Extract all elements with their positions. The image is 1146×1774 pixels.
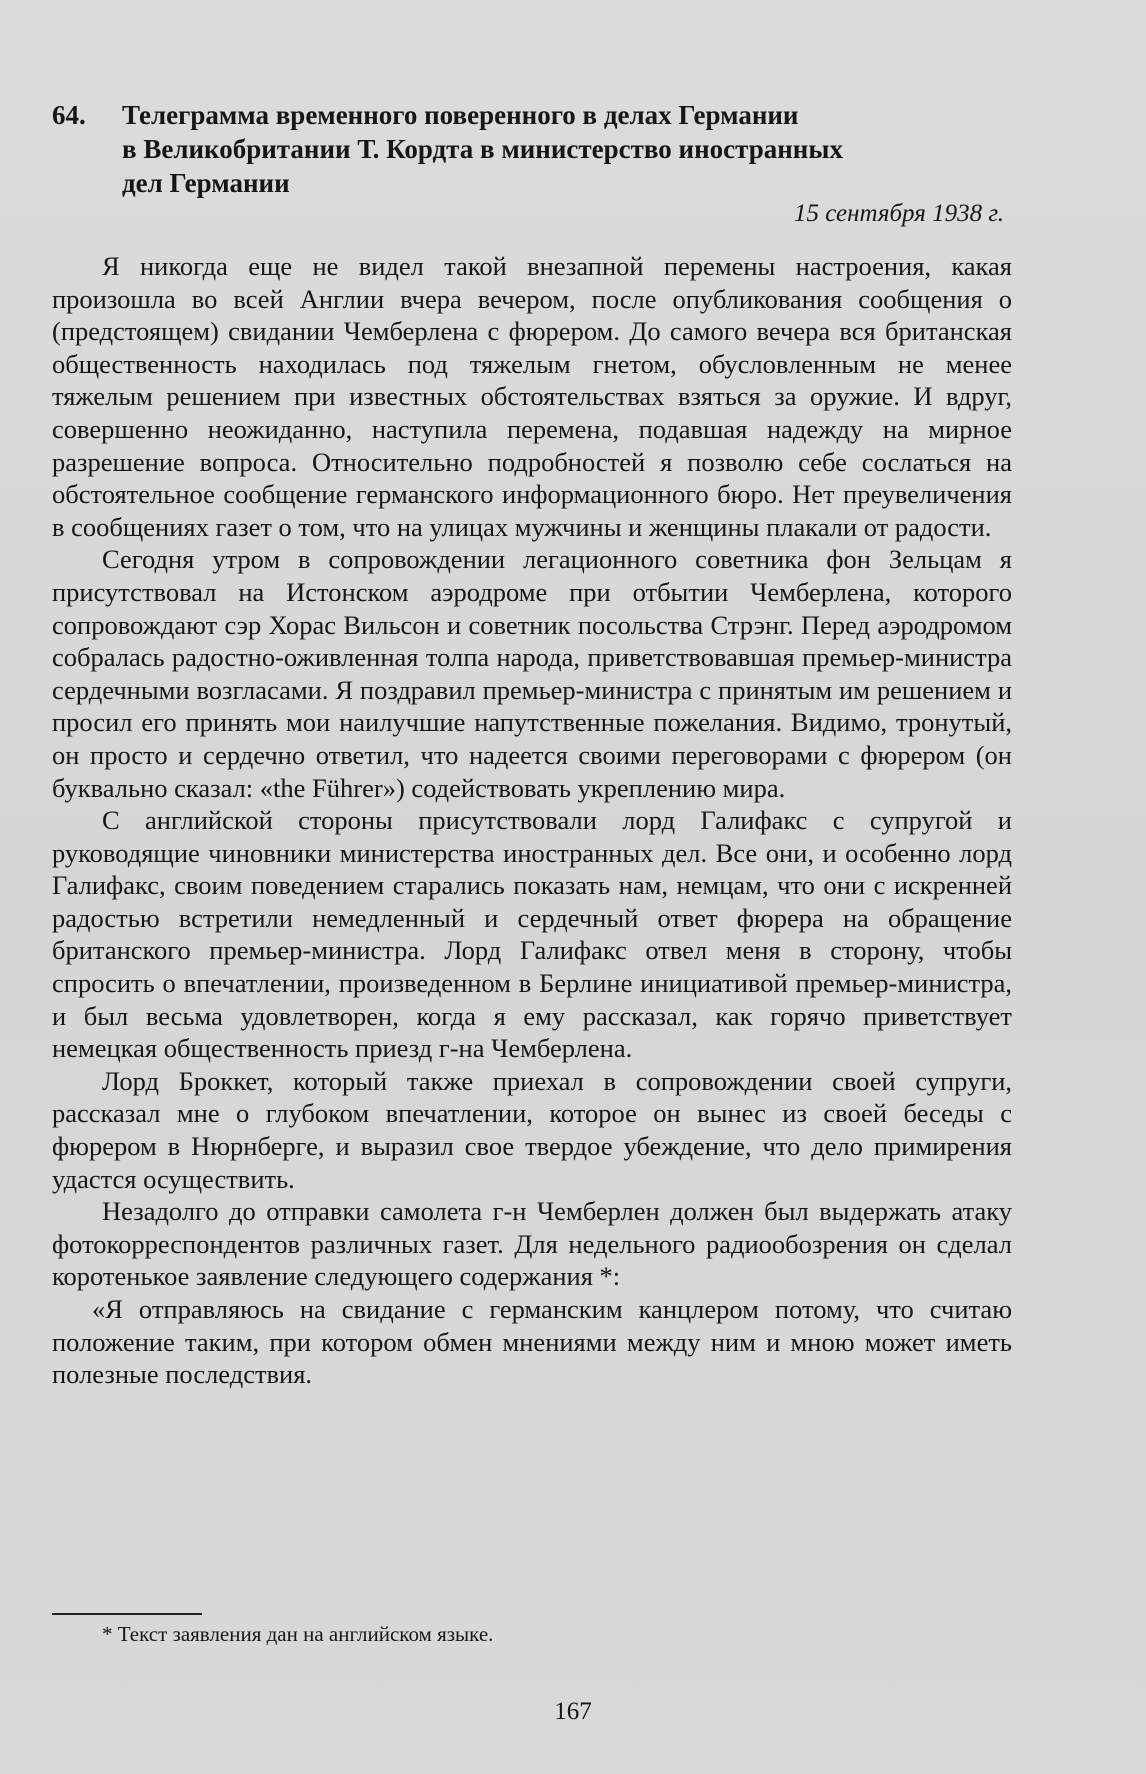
paragraph: Незадолго до отправки самолета г-н Чемберлен должен был выдержать атаку фотокорреспондентов различных газет. Для недельного радиообозрения он сделал коротенькое заявление следующего содержания *: bbox=[52, 1196, 1012, 1292]
title-line: Телеграмма временного поверенного в делах Германии bbox=[122, 100, 799, 130]
title-line: дел Германии bbox=[122, 168, 290, 198]
document-date: 15 сентября 1938 г. bbox=[793, 200, 1004, 227]
paragraph: Я никогда еще не видел такой внезапной перемены настроения, какая произошла во всей Англии вчера вечером, после опубликования сообщения о (предстоящем) свидании Чемберлена с фюрером. До самого вечера вся британская общественность находилась под тяжелым гнетом, обусловленным не менее тяжелым решением при известных обстоятельствах взяться за оружие. И вдруг, совершенно неожиданно, наступила перемена, подавшая надежду на мирное разрешение вопроса. Относительно подробностей я позволю себе сослаться на обстоятельное сообщение германского информационного бюро. Нет преувеличения в сообщениях газет о том, что на улицах мужчины и женщины плакали от радости. bbox=[52, 251, 1012, 542]
quote-paragraph: «Я отправляюсь на свидание с германским канцлером потому, что считаю положение таким, при котором обмен мнениями между ним и мною может иметь полезные последствия. bbox=[52, 1294, 1012, 1390]
heading-line-1 bbox=[52, 98, 1012, 132]
footnote-divider bbox=[52, 1613, 202, 1615]
paragraph: Лорд Броккет, который также приехал в сопровождении своей супруги, рассказал мне о глубоком впечатлении, которое он вынес из своей беседы с фюрером в Нюрнберге, и выразил свое твердое убеждение, что дело примирения удастся осуществить. bbox=[52, 1065, 1012, 1194]
paragraph: Сегодня утром в сопровождении легационного советника фон Зельцам я присутствовал на Истонском аэродроме при отбытии Чемберлена, которого сопровождают сэр Хорас Вильсон и советник посольства Стрэнг. Перед аэродромом собралась радостно-оживленная толпа народа, приветствовавшая премьер-министра сердечными возгласами. Я поздравил премьер-министра с принятым им решением и просил его принять мои наилучшие напутственные пожелания. Видимо, тронутый, он просто и сердечно ответил, что надеется своими переговорами с фюрером (он буквально сказал: «the Führer») содействовать укреплению мира. bbox=[52, 544, 1012, 803]
page-number: 167 bbox=[554, 1698, 592, 1725]
title-line: в Великобритании Т. Кордта в министерство иностранных bbox=[122, 134, 843, 164]
paragraph: С английской стороны присутствовали лорд Галифакс с супругой и руководящие чиновники министерства иностранных дел. Все они, и особенно лорд Галифакс, своим поведением старались показать нам, немцам, что они с искренней радостью встретили немедленный и сердечный ответ фюрера на обращение британского премьер-министра. Лорд Галифакс отвел меня в сторону, чтобы спросить о впечатлении, произведенном в Берлине инициативой премьер-министра, и был весьма удовлетворен, когда я ему рассказал, как горячо приветствует немецкая общественность приезд г-на Чемберлена. bbox=[52, 805, 1012, 1064]
document-body bbox=[52, 250, 1012, 1391]
document-number: 64. bbox=[52, 100, 86, 130]
document-heading bbox=[52, 98, 1012, 200]
footnote: * Текст заявления дан на английском языке. bbox=[102, 1622, 494, 1646]
